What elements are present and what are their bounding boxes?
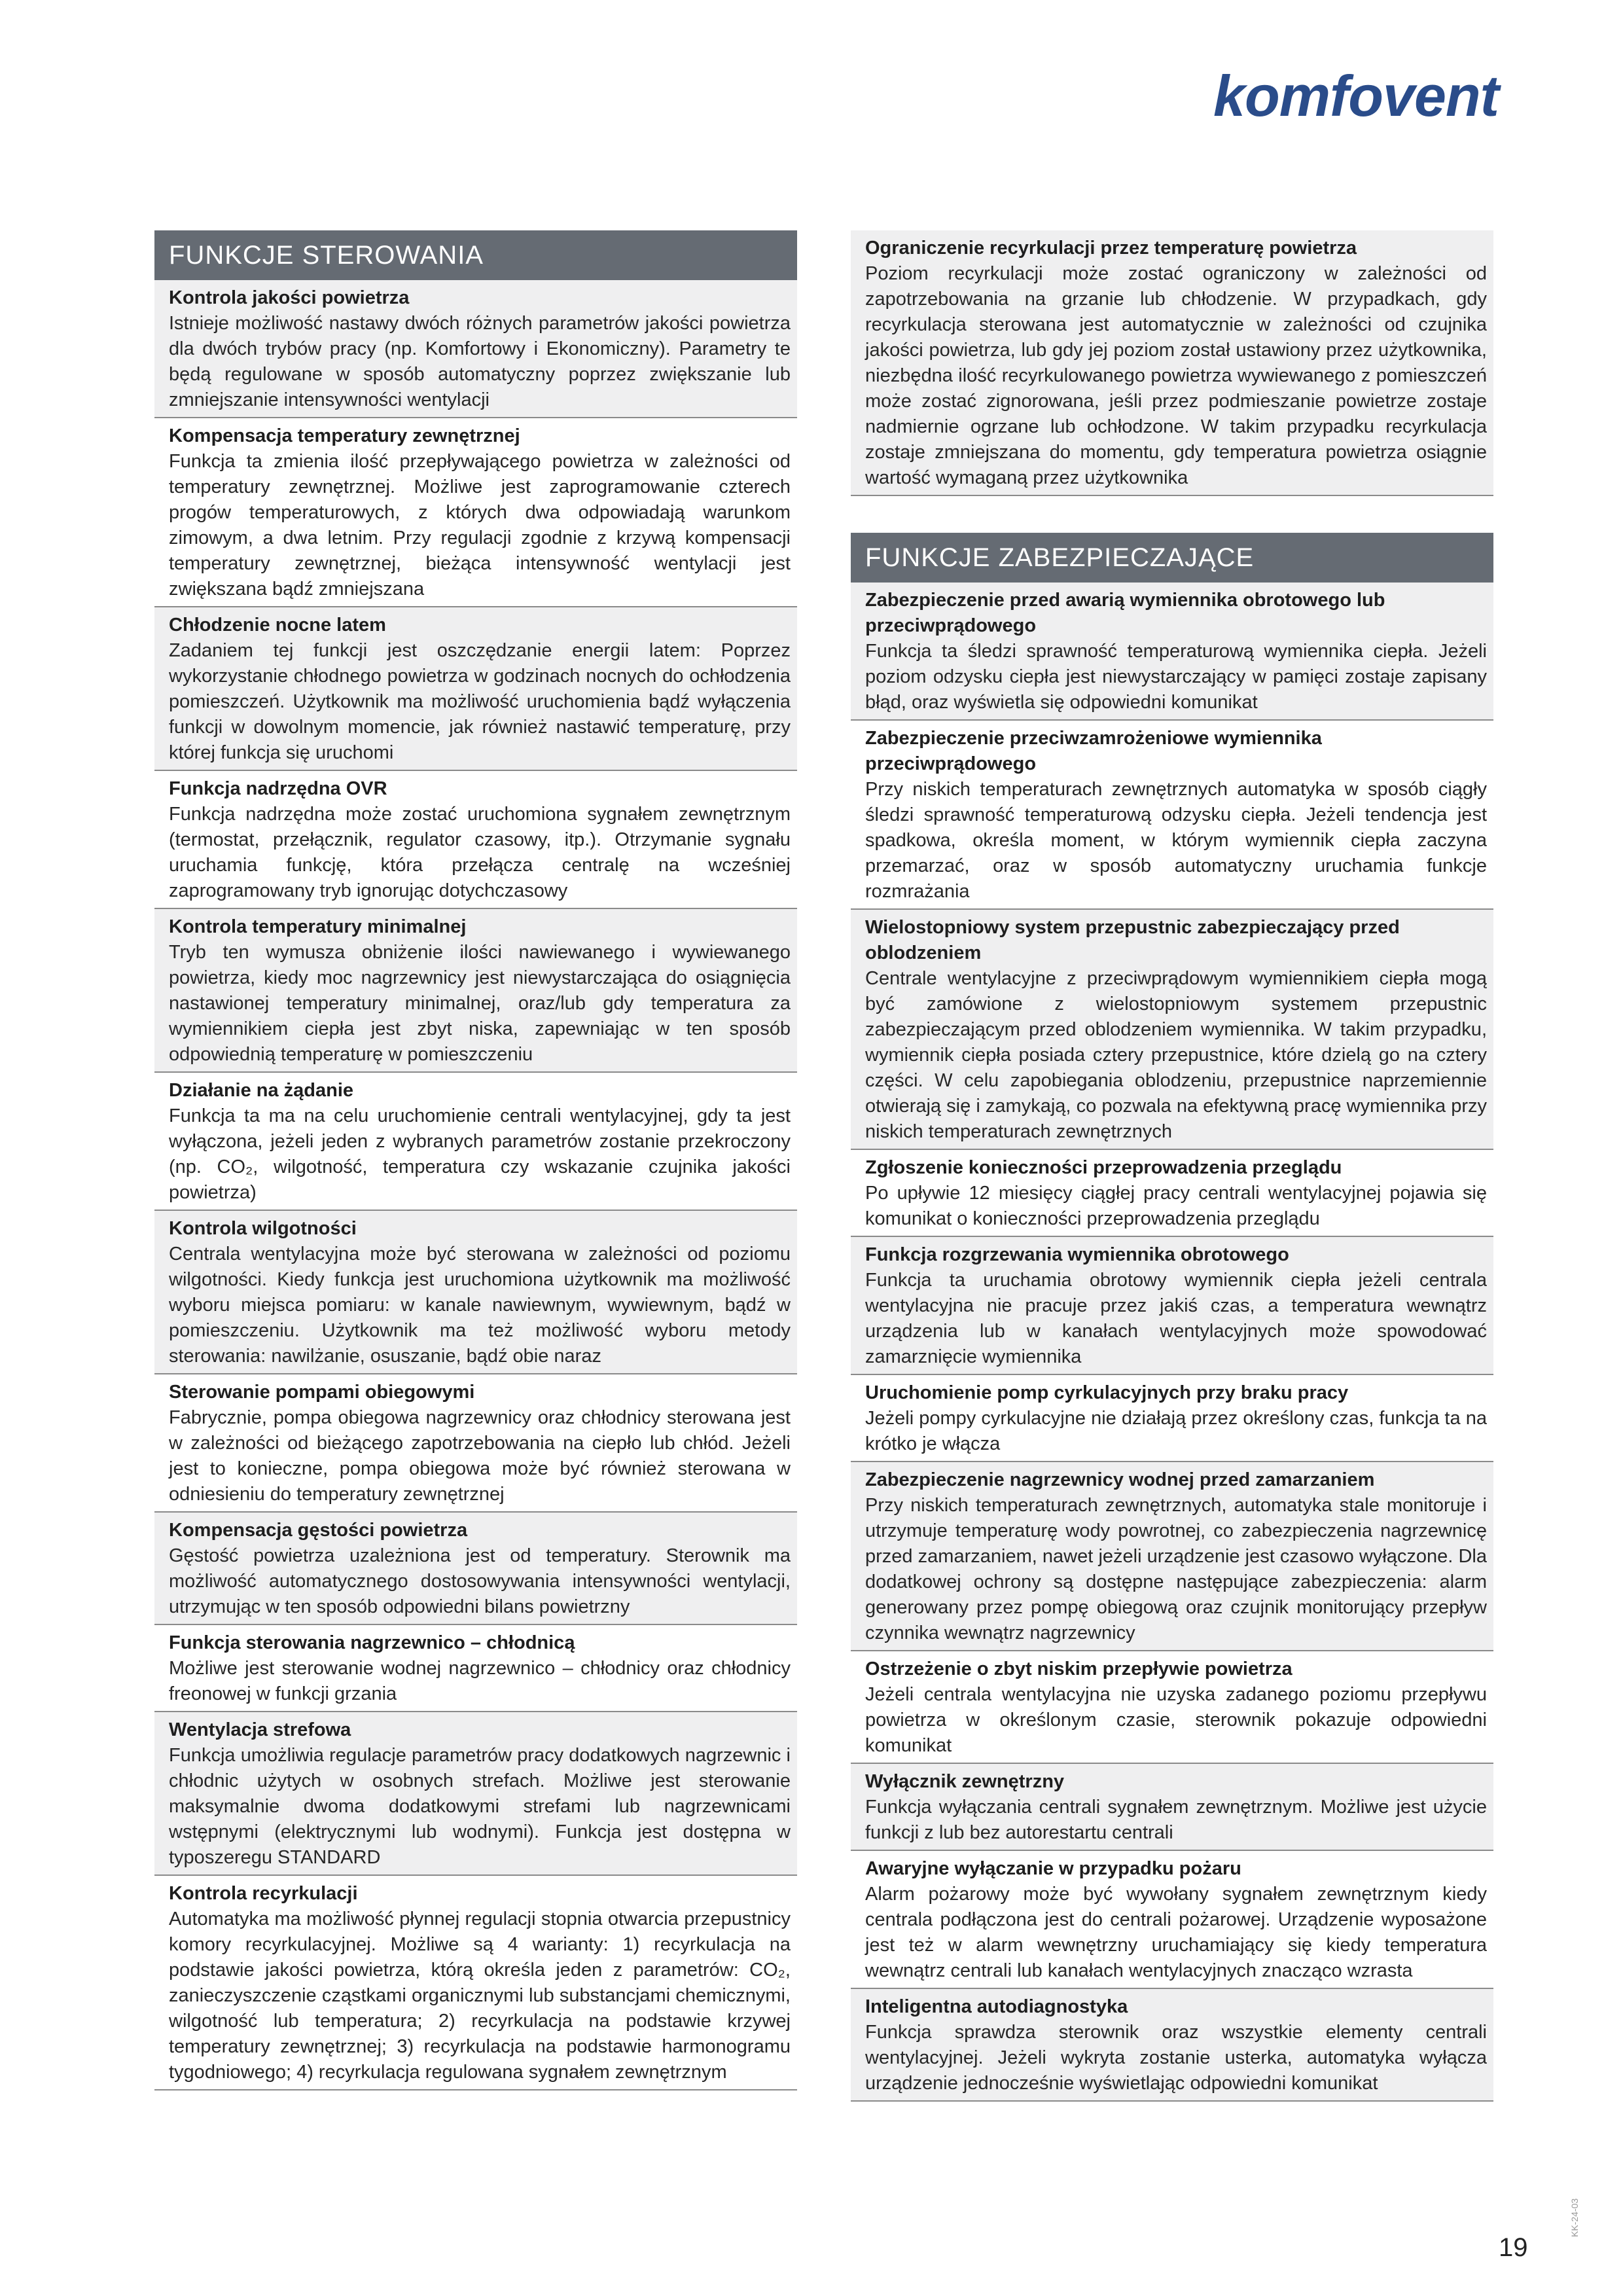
function-title: Inteligentna autodiagnostyka <box>865 1996 1128 2017</box>
function-description: Poziom recyrkulacji może zostać ograniczony w zależności od zapotrzebowania na grzanie lub chłodzenie. W przypadkach, gdy recyrkulacja sterowana jest automatycznie w zależności od czujnika jakości powietrza, lub gdy jej poziom został ustawiony przez użytkownika, niezbędna ilość recyrkulowanego powietrza wywiewanego z pomieszczeń może zostać zignorowana, jeśli przez podmieszanie powietrze zostaje nadmiernie ogrzane lub ochłodzone. W takim przypadku recyrkulacja zostaje zmniejszana do momentu, gdy temperatura powietrza osiągnie wartość wymaganą przez użytkownika <box>865 263 1487 488</box>
function-block <box>154 1513 797 1625</box>
function-block <box>154 607 797 771</box>
function-block <box>851 721 1493 910</box>
function-description: Tryb ten wymusza obniżenie ilości nawiewanego i wywiewanego powietrza, kiedy moc nagrzewnicy jest niewystarczająca do osiągnięcia nastawionej temperatury minimalnej, oraz/lub gdy temperatura za wymiennikiem ciepła jest zbyt niska, zapewniając w ten sposób odpowiednią temperaturę w pomieszczeniu <box>169 942 791 1065</box>
function-title: Wyłącznik zewnętrzny <box>865 1771 1065 1792</box>
function-description: Przy niskich temperaturach zewnętrznych automatyka w sposób ciągły śledzi sprawność temperaturową odzysku ciepła. Jeżeli tendencja jest spadkowa, określa moment, w którym wymiennik ciepła zaczyna przemarzać, oraz w sposób automatyczny uruchamia funkcje rozmrażania <box>865 779 1487 902</box>
page-number: 19 <box>1499 2233 1528 2262</box>
function-block <box>154 418 797 607</box>
function-block <box>851 1237 1493 1375</box>
function-description: Jeżeli pompy cyrkulacyjne nie działają przez określony czas, funkcja ta na krótko je włącza <box>865 1408 1487 1454</box>
document-code: KK-24-03 <box>1569 2198 1580 2237</box>
function-description: Możliwe jest sterowanie wodnej nagrzewnico – chłodnicy oraz chłodnicy freonowej w funkcji grzania <box>169 1658 791 1704</box>
function-title: Wielostopniowy system przepustnic zabezpieczający przed oblodzeniem <box>865 917 1400 963</box>
function-title: Uruchomienie pomp cyrkulacyjnych przy braku pracy <box>865 1382 1349 1403</box>
function-block <box>154 771 797 909</box>
function-title: Funkcja sterowania nagrzewnico – chłodnicą <box>169 1632 575 1653</box>
function-title: Wentylacja strefowa <box>169 1719 351 1740</box>
function-description: Zadaniem tej funkcji jest oszczędzanie energii latem: Poprzez wykorzystanie chłodnego powietrza w godzinach nocnych do ochłodzenia pomieszczeń. Użytkownik ma możliwość uruchomienia bądź wyłączenia funkcji w dowolnym momencie, jak również nastawić temperaturę, przy której funkcja się uruchomi <box>169 640 791 763</box>
function-block <box>154 1211 797 1374</box>
function-title: Zabezpieczenie nagrzewnicy wodnej przed zamarzaniem <box>865 1469 1375 1490</box>
brand-logo: komfovent <box>1213 63 1499 128</box>
function-block <box>154 1712 797 1876</box>
function-description: Automatyka ma możliwość płynnej regulacji stopnia otwarcia przepustnicy komory recyrkulacyjnej. Możliwe są 4 warianty: 1) recyrkulacja na podstawie jakości powietrza, którą określa jeden z parametrów: CO₂, zanieczyszczenie cząstkami organicznymi lub substancjami chemicznymi, wilgotność lub temperatura; 2) recyrkulacja na podstawie krzywej temperatury zewnętrznej; 3) recyrkulacja na podstawie harmonogramu tygodniowego; 4) recyrkulacja regulowana sygnałem zewnętrznym <box>169 1909 791 2083</box>
function-block <box>154 1073 797 1211</box>
function-block <box>851 1989 1493 2102</box>
function-description: Przy niskich temperaturach zewnętrznych, automatyka stale monitoruje i utrzymuje temperaturę wody powrotnej, co zabezpieczenia nagrzewnicę przed zamarzaniem, nawet jeżeli urządzenie jest czasowo wyłączone. Dla dodatkowej ochrony są dostępne następujące zabezpieczenia: alarm generowany przez pompę obiegową oraz czujnik monitorujący przepływ czynnika wewnątrz nagrzewnicy <box>865 1495 1487 1643</box>
function-block <box>851 1764 1493 1851</box>
function-title: Ograniczenie recyrkulacji przez temperaturę powietrza <box>865 238 1357 259</box>
function-description: Po upływie 12 miesięcy ciągłej pracy centrali wentylacyjnej pojawia się komunikat o konieczności przeprowadzenia przeglądu <box>865 1183 1487 1229</box>
function-description: Funkcja ta śledzi sprawność temperaturową wymiennika ciepła. Jeżeli poziom odzysku ciepła jest niewystarczający w pamięci zostaje zapisany błąd, oraz wyświetla się odpowiedni komunikat <box>865 641 1487 713</box>
function-description: Istnieje możliwość nastawy dwóch różnych parametrów jakości powietrza dla dwóch trybów pracy (np. Komfortowy i Ekonomiczny). Parametry te będą regulowane w sposób automatyczny poprzez zwiększanie lub zmniejszanie intensywności wentylacji <box>169 313 791 410</box>
function-block <box>851 583 1493 721</box>
section-spacer <box>851 496 1493 533</box>
protection-functions-column <box>851 230 1493 2102</box>
function-description: Centrale wentylacyjne z przeciwprądowym wymiennikiem ciepła mogą być zamówione z wielostopniowym systemem przepustnic zabezpieczającym przed oblodzeniem wymiennika. W takim przypadku, wymiennik ciepła posiada cztery przepustnice, które dzielą go na cztery części. W celu zapobiegania oblodzeniu, przepustnice naprzemiennie otwierają się i zamykają, co pozwala na efektywną pracę wymiennika przy niskich temperaturach zewnętrznych <box>865 968 1487 1142</box>
function-title: Kontrola jakości powietrza <box>169 287 410 308</box>
function-block <box>154 1876 797 2090</box>
function-block <box>851 1462 1493 1651</box>
function-description: Funkcja nadrzędna może zostać uruchomiona sygnałem zewnętrznym (termostat, przełącznik, regulator czasowy, itp.). Otrzymanie sygnału uruchamia funkcję, która przełącza centralę na wcześniej zaprogramowany tryb ignorując dotychczasowy <box>169 804 791 901</box>
function-block <box>851 1851 1493 1989</box>
function-title: Kontrola temperatury minimalnej <box>169 916 467 937</box>
function-description: Centrala wentylacyjna może być sterowana w zależności od poziomu wilgotności. Kiedy funkcja jest uruchomiona użytkownik ma możliwość wyboru miejsca pomiaru: w kanale nawiewnym, wywiewnym, bądź w pomieszczeniu. Użytkownik ma też możliwość wyboru metody sterowania: nawilżanie, osuszanie, bądź obie naraz <box>169 1244 791 1367</box>
section-header-protection: FUNKCJE ZABEZPIECZAJĄCE <box>851 533 1493 583</box>
function-block <box>851 1651 1493 1764</box>
function-description: Funkcja ta zmienia ilość przepływającego powietrza w zależności od temperatury zewnętrznej. Możliwe jest zaprogramowanie czterech progów temperaturowych, z których dwa odpowiadają warunkom zimowym, a dwa letnim. Przy regulacji zgodnie z krzywą kompensacji temperatury zewnętrznej, bieżąca intensywność wentylacji jest zwiększana bądź zmniejszana <box>169 451 791 600</box>
function-block <box>851 1375 1493 1462</box>
function-title: Funkcja rozgrzewania wymiennika obrotowego <box>865 1244 1289 1265</box>
function-description: Fabrycznie, pompa obiegowa nagrzewnicy oraz chłodnicy sterowana jest w zależności od bieżącego zapotrzebowania na ciepło lub chłód. Jeżeli jest to konieczne, pompa obiegowa może być również sterowana w odniesieniu do temperatury zewnętrznej <box>169 1407 791 1505</box>
function-block <box>851 230 1493 496</box>
function-title: Chłodzenie nocne latem <box>169 615 386 636</box>
function-title: Funkcja nadrzędna OVR <box>169 778 387 799</box>
function-title: Zgłoszenie konieczności przeprowadzenia przeglądu <box>865 1157 1342 1178</box>
function-description: Funkcja ta ma na celu uruchomienie centrali wentylacyjnej, gdy ta jest wyłączona, jeżeli jeden z wybranych parametrów zostanie przekroczony (np. CO₂, wilgotność, temperatura czy wskazanie czujnika jakości powietrza) <box>169 1105 791 1203</box>
control-functions-column <box>154 230 797 2090</box>
function-description: Jeżeli centrala wentylacyjna nie uzyska zadanego poziomu przepływu powietrza w określonym czasie, sterownik pokazuje odpowiedni komunikat <box>865 1684 1487 1756</box>
function-title: Działanie na żądanie <box>169 1080 354 1101</box>
function-title: Kompensacja temperatury zewnętrznej <box>169 425 520 446</box>
function-description: Funkcja wyłączania centrali sygnałem zewnętrznym. Możliwe jest użycie funkcji z lub bez autorestartu centrali <box>865 1797 1487 1843</box>
function-block <box>154 1625 797 1712</box>
function-title: Kontrola wilgotności <box>169 1218 357 1239</box>
function-block <box>154 1374 797 1513</box>
function-description: Gęstość powietrza uzależniona jest od temperatury. Sterownik ma możliwość automatycznego dostosowywania intensywności wentylacji, utrzymując w ten sposób odpowiedni bilans powietrzny <box>169 1545 791 1617</box>
function-description: Funkcja ta uruchamia obrotowy wymiennik ciepła jeżeli centrala wentylacyjna nie pracuje przez jakiś czas, a temperatura wewnątrz urządzenia lub w kanałach wentylacyjnych może spowodować zamarznięcie wymiennika <box>865 1270 1487 1367</box>
function-title: Awaryjne wyłączanie w przypadku pożaru <box>865 1858 1241 1879</box>
section-header-control: FUNKCJE STEROWANIA <box>154 230 797 280</box>
function-block <box>154 909 797 1073</box>
function-description: Funkcja sprawdza sterownik oraz wszystkie elementy centrali wentylacyjnej. Jeżeli wykryta zostanie usterka, automatyka wyłącza urządzenie jednocześnie wyświetlając odpowiedni komunikat <box>865 2022 1487 2094</box>
function-title: Zabezpieczenie przeciwzamrożeniowe wymiennika przeciwprądowego <box>865 728 1322 774</box>
function-title: Kompensacja gęstości powietrza <box>169 1520 468 1541</box>
function-block <box>851 910 1493 1150</box>
function-title: Ostrzeżenie o zbyt niskim przepływie powietrza <box>865 1659 1293 1679</box>
function-block <box>851 1150 1493 1237</box>
function-description: Funkcja umożliwia regulacje parametrów pracy dodatkowych nagrzewnic i chłodnic użytych w osobnych strefach. Możliwe jest sterowanie maksymalnie dwoma dodatkowymi strefami lub nagrzewnicami wstępnymi (elektrycznymi lub wodnymi). Funkcja jest dostępna w typoszeregu STANDARD <box>169 1745 791 1868</box>
function-title: Sterowanie pompami obiegowymi <box>169 1382 475 1403</box>
function-title: Zabezpieczenie przed awarią wymiennika obrotowego lub przeciwprądowego <box>865 590 1385 636</box>
function-title: Kontrola recyrkulacji <box>169 1883 358 1904</box>
function-description: Alarm pożarowy może być wywołany sygnałem zewnętrznym kiedy centrala podłączona jest do centrali pożarowej. Urządzenie wyposażone jest też w alarm wewnętrzny uruchamiający się kiedy temperatura wewnątrz centrali lub kanałach wentylacyjnych znacząco wzrasta <box>865 1884 1487 1981</box>
function-block <box>154 280 797 418</box>
